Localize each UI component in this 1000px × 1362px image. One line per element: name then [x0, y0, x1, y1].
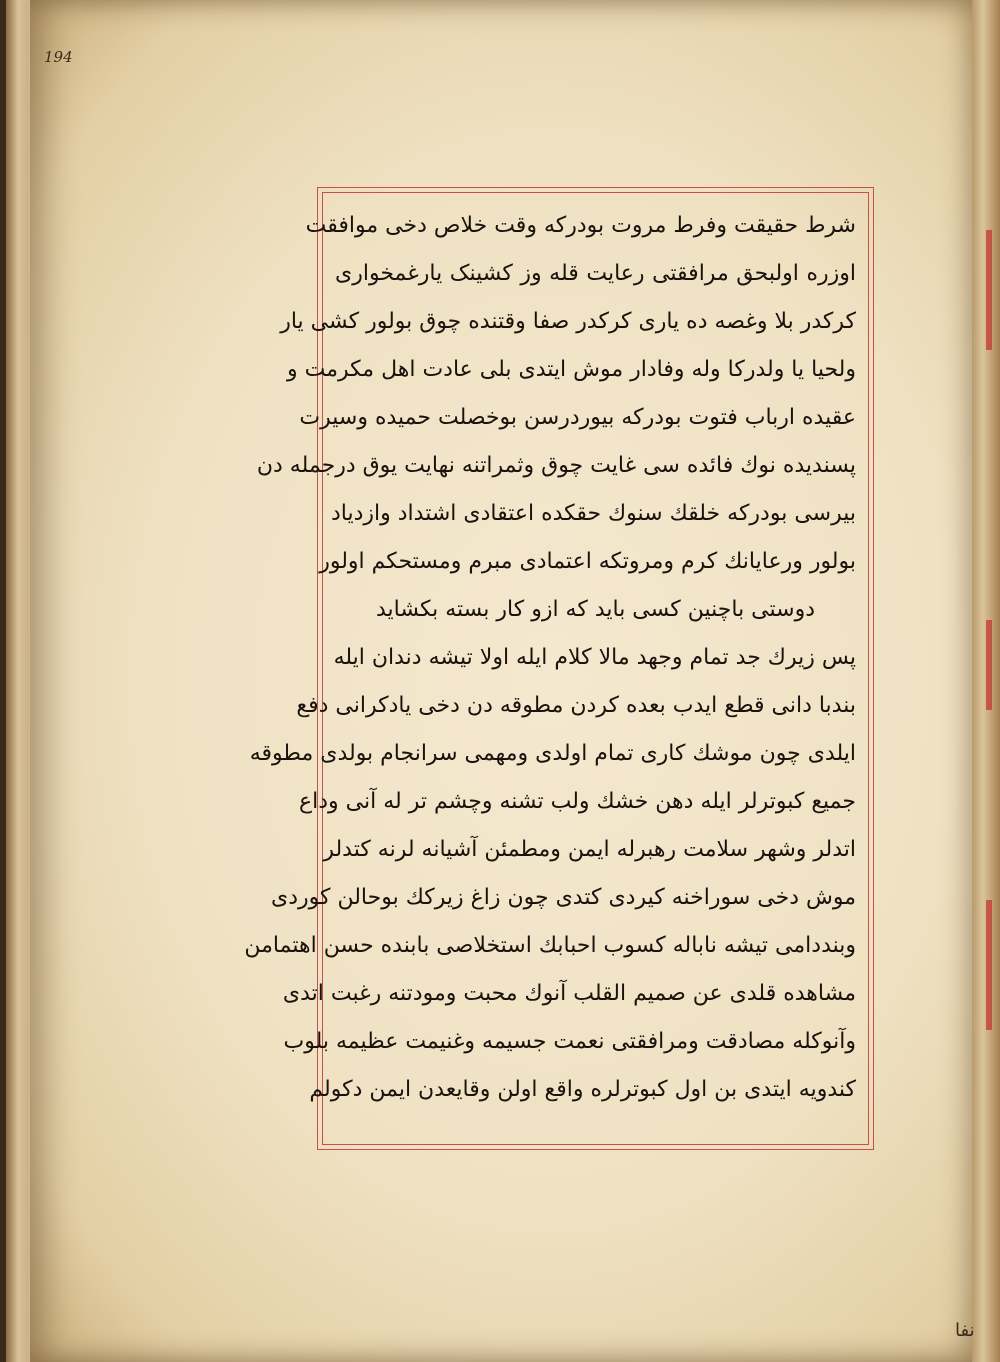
text-line: ایلدی چون موشك کاری تمام اولدی ومهمی سرانجام بولدی مطوقه — [249, 741, 856, 766]
text-line: بندبا دانی قطع ایدب بعده کردن مطوقه دن دخی یادکرانی دفع — [296, 693, 856, 718]
text-frame — [244, 187, 874, 1150]
text-line: کرکدر بلا وغصه ده یاری کرکدر صفا وقتنده چوق بولور کشی یار — [280, 309, 856, 334]
text-line: اتدلر وشهر سلامت رهبرله ایمن ومطمئن آشیانه لرنه کتدلر — [323, 837, 856, 862]
text-line: شرط حقیقت وفرط مروت بودرکه وقت خلاص دخی موافقت — [305, 213, 856, 238]
red-ink-mark — [986, 900, 992, 1030]
folio-number: 194 — [44, 48, 73, 66]
text-line: اوزره اولبحق مرافقتی رعایت قله وز کشینک یارغمخواری — [335, 261, 856, 286]
text-line: بیرسی بودرکه خلقك سنوك حقکده اعتقادی اشتداد وازدیاد — [330, 501, 856, 526]
text-line: جمیع کبوترلر ایله دهن خشك ولب تشنه وچشم تر له آنی وداع — [299, 789, 856, 814]
text-line: پسندیده نوك فائده سی غایت چوق وثمراتنه نهایت یوق درجمله دن — [256, 453, 856, 478]
text-line: بولور ورعایانك کرم ومروتکه اعتمادی مبرم ومستحکم اولور — [319, 549, 856, 574]
text-line: مشاهده قلدی عن صمیم القلب آنوك محبت ومودتنه رغبت اتدی — [282, 981, 856, 1006]
catchword: نفا — [955, 1320, 975, 1341]
red-ink-mark — [986, 230, 992, 350]
text-line: ولحیا یا ولدرکا وله وفادار موش ایتدی بلی عادت اهل مکرمت و — [287, 357, 856, 382]
text-frame-inner — [244, 192, 869, 1145]
verse-line: دوستی باچنین کسی باید که ازو کار بسته بکشاید — [375, 597, 816, 622]
text-line: پس زیرك جد تمام وجهد مالا کلام ایله اولا تیشه دندان ایله — [333, 645, 856, 670]
facing-page-edge — [972, 0, 1000, 1362]
text-line: وبنددامی تیشه ناباله کسوب احبابك استخلاصی بابنده حسن اهتمامن — [244, 933, 856, 958]
text-line: موش دخی سوراخنه کیردی کتدی چون زاغ زیرکك بوحالن کوردی — [271, 885, 856, 910]
text-line: کندویه ایتدی بن اول کبوترلره واقع اولن وقایعدن ایمن دکولم — [309, 1077, 856, 1102]
text-line: عقیده ارباب فتوت بودرکه بیوردرسن بوخصلت حمیده وسیرت — [299, 405, 856, 430]
text-line: وآنوکله مصادقت ومرافقتی نعمت جسیمه وغنیمت عظیمه بلوب — [283, 1029, 856, 1054]
red-ink-mark — [986, 620, 992, 710]
text-block — [244, 203, 856, 1134]
